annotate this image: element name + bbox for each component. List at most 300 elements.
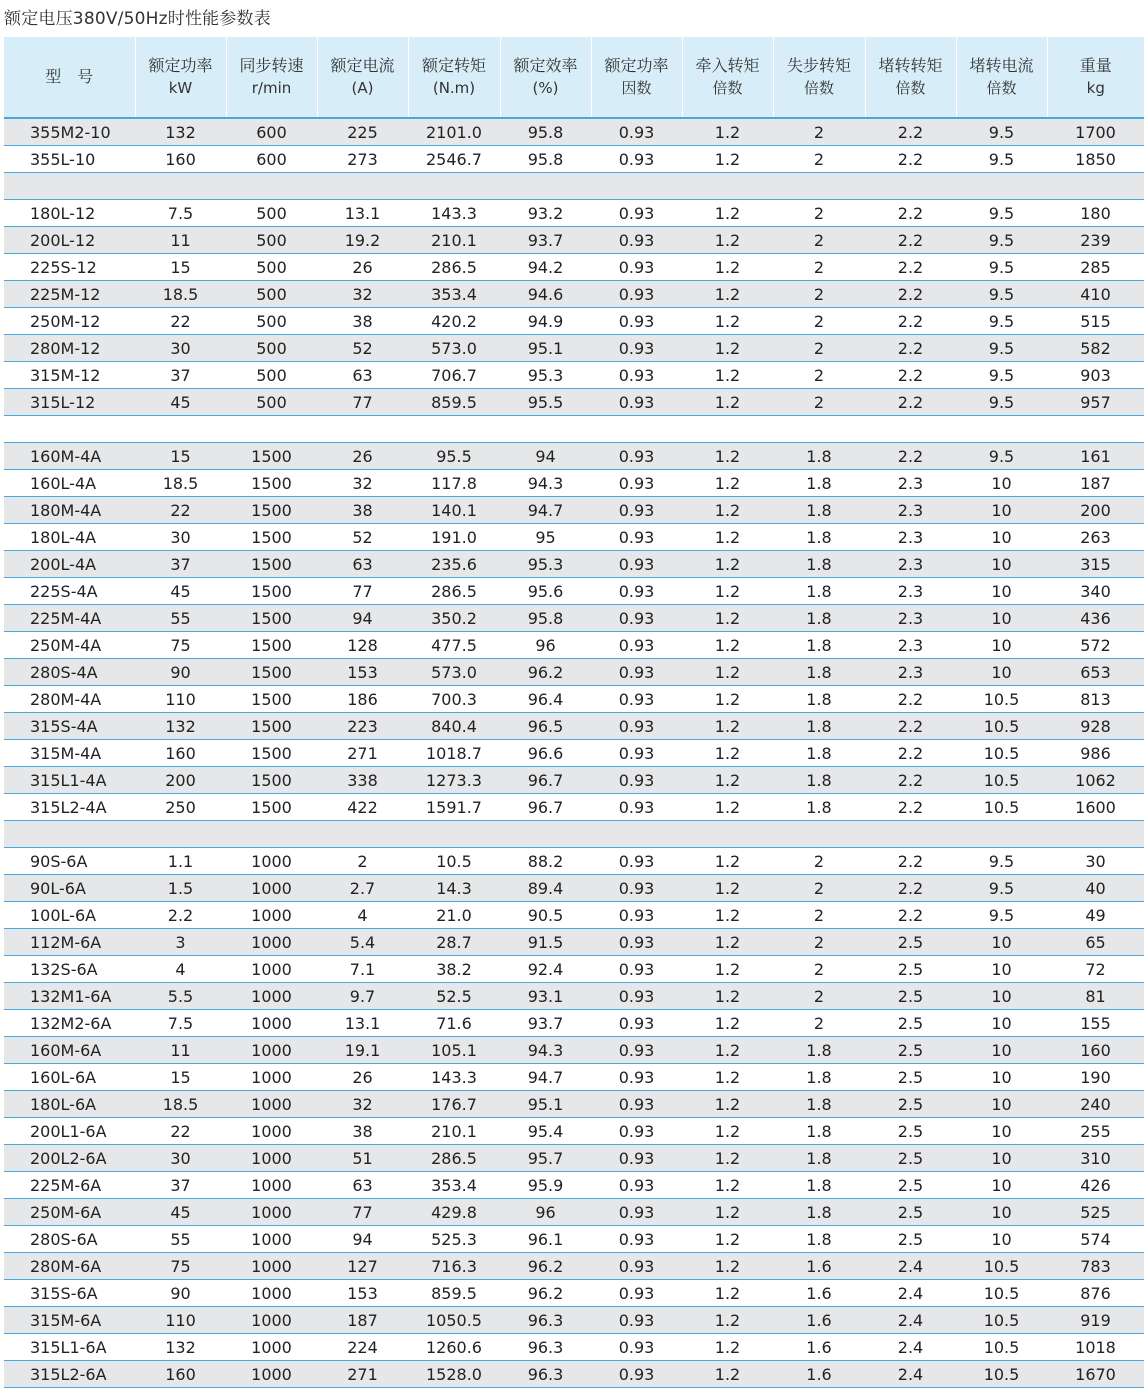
value-cell: 420.2 [408,308,500,335]
value-cell: 190 [1047,1064,1144,1091]
value-cell: 180 [1047,200,1144,227]
value-cell: 0.93 [591,1334,682,1361]
value-cell: 3 [135,929,226,956]
value-cell: 1000 [226,1091,317,1118]
value-cell: 0.93 [591,200,682,227]
page-title: 额定电压380V/50Hz时性能参数表 [4,9,271,29]
value-cell: 10 [956,578,1047,605]
value-cell: 191.0 [408,524,500,551]
value-cell: 37 [135,362,226,389]
value-cell: 1000 [226,1064,317,1091]
value-cell: 1.2 [682,470,773,497]
value-cell: 94.2 [500,254,591,281]
table-row [4,362,1144,389]
value-cell: 572 [1047,632,1144,659]
value-cell: 1000 [226,1334,317,1361]
column-header [1047,37,1144,118]
table-row [4,1280,1144,1307]
column-header-unit: (A) [351,79,374,97]
value-cell: 0.93 [591,794,682,821]
value-cell: 1500 [226,686,317,713]
model-cell: 250M-6A [4,1199,135,1226]
value-cell: 1.2 [682,902,773,929]
value-cell: 285 [1047,254,1144,281]
value-cell: 2.2 [865,875,956,902]
value-cell: 1.8 [773,443,865,470]
model-cell: 280S-6A [4,1226,135,1253]
table-row [4,875,1144,902]
value-cell: 1000 [226,956,317,983]
table-body [4,118,1144,1388]
value-cell: 96.5 [500,713,591,740]
value-cell: 239 [1047,227,1144,254]
value-cell: 30 [135,524,226,551]
column-header-label: 堵转转矩 [878,56,943,75]
value-cell: 1.5 [135,875,226,902]
column-header-label: 重量 [1079,56,1112,75]
value-cell: 500 [226,308,317,335]
value-cell: 1.2 [682,983,773,1010]
value-cell: 716.3 [408,1253,500,1280]
value-cell: 26 [317,443,408,470]
value-cell: 140.1 [408,497,500,524]
value-cell: 10 [956,929,1047,956]
value-cell: 94.3 [500,1037,591,1064]
value-cell: 2.5 [865,1091,956,1118]
value-cell: 2.3 [865,470,956,497]
table-header [4,37,1144,118]
value-cell: 1.2 [682,1280,773,1307]
value-cell: 2.2 [865,389,956,416]
table-row [4,1010,1144,1037]
value-cell: 0.93 [591,1064,682,1091]
value-cell: 224 [317,1334,408,1361]
table-row [4,632,1144,659]
value-cell: 63 [317,551,408,578]
value-cell: 10 [956,1226,1047,1253]
value-cell: 2 [773,118,865,146]
value-cell: 89.4 [500,875,591,902]
value-cell: 19.2 [317,227,408,254]
value-cell: 55 [135,1226,226,1253]
value-cell: 2 [773,200,865,227]
column-header-unit: 因数 [621,79,652,97]
model-cell: 132M1-6A [4,983,135,1010]
value-cell: 28.7 [408,929,500,956]
section-separator [4,821,1144,848]
model-cell: 315S-6A [4,1280,135,1307]
value-cell: 1000 [226,983,317,1010]
value-cell: 1500 [226,551,317,578]
value-cell: 582 [1047,335,1144,362]
table-row [4,281,1144,308]
header-row [4,37,1144,118]
value-cell: 52 [317,524,408,551]
value-cell: 573.0 [408,659,500,686]
value-cell: 9.5 [956,281,1047,308]
column-header-label: 堵转电流 [969,56,1034,75]
value-cell: 2.3 [865,551,956,578]
table-row [4,983,1144,1010]
value-cell: 255 [1047,1118,1144,1145]
value-cell: 1000 [226,1199,317,1226]
value-cell: 859.5 [408,389,500,416]
table-row [4,686,1144,713]
value-cell: 1.6 [773,1307,865,1334]
value-cell: 18.5 [135,281,226,308]
value-cell: 96.7 [500,767,591,794]
value-cell: 1.2 [682,740,773,767]
model-cell: 280M-4A [4,686,135,713]
model-cell: 225M-6A [4,1172,135,1199]
value-cell: 92.4 [500,956,591,983]
value-cell: 1.8 [773,794,865,821]
model-cell: 315L1-6A [4,1334,135,1361]
value-cell: 132 [135,713,226,740]
value-cell: 51 [317,1145,408,1172]
value-cell: 95.8 [500,118,591,146]
value-cell: 2.2 [865,902,956,929]
value-cell: 2.5 [865,1010,956,1037]
value-cell: 2 [773,362,865,389]
value-cell: 9.5 [956,308,1047,335]
value-cell: 19.1 [317,1037,408,1064]
value-cell: 315 [1047,551,1144,578]
value-cell: 310 [1047,1145,1144,1172]
value-cell: 9.5 [956,389,1047,416]
value-cell: 1.2 [682,497,773,524]
table-row [4,902,1144,929]
column-header [500,37,591,118]
value-cell: 0.93 [591,281,682,308]
value-cell: 38.2 [408,956,500,983]
section-separator [4,173,1144,200]
value-cell: 63 [317,1172,408,1199]
value-cell: 525.3 [408,1226,500,1253]
value-cell: 40 [1047,875,1144,902]
value-cell: 0.93 [591,1307,682,1334]
value-cell: 1.2 [682,632,773,659]
table-row [4,227,1144,254]
model-cell: 160M-6A [4,1037,135,1064]
value-cell: 105.1 [408,1037,500,1064]
value-cell: 1.2 [682,1361,773,1388]
value-cell: 0.93 [591,335,682,362]
table-row [4,146,1144,173]
value-cell: 1528.0 [408,1361,500,1388]
value-cell: 2.3 [865,497,956,524]
value-cell: 0.93 [591,1199,682,1226]
column-header [4,37,135,118]
value-cell: 700.3 [408,686,500,713]
value-cell: 75 [135,632,226,659]
value-cell: 1.8 [773,1064,865,1091]
value-cell: 10 [956,470,1047,497]
value-cell: 13.1 [317,200,408,227]
value-cell: 286.5 [408,254,500,281]
value-cell: 200 [135,767,226,794]
value-cell: 9.5 [956,227,1047,254]
model-cell: 200L1-6A [4,1118,135,1145]
performance-table [4,37,1144,1388]
model-cell: 250M-4A [4,632,135,659]
value-cell: 96.3 [500,1334,591,1361]
value-cell: 5.5 [135,983,226,1010]
value-cell: 1.2 [682,659,773,686]
value-cell: 93.7 [500,1010,591,1037]
value-cell: 859.5 [408,1280,500,1307]
value-cell: 187 [1047,470,1144,497]
value-cell: 55 [135,605,226,632]
value-cell: 10.5 [408,848,500,875]
value-cell: 1500 [226,740,317,767]
value-cell: 263 [1047,524,1144,551]
value-cell: 200 [1047,497,1144,524]
value-cell: 1.6 [773,1253,865,1280]
value-cell: 0.93 [591,578,682,605]
value-cell: 2 [773,308,865,335]
column-header-label: 型 号 [45,67,94,86]
table-row [4,956,1144,983]
value-cell: 10 [956,497,1047,524]
value-cell: 94 [317,605,408,632]
value-cell: 10 [956,956,1047,983]
value-cell: 0.93 [591,875,682,902]
value-cell: 1.2 [682,1334,773,1361]
column-header-label: 额定功率 [604,56,669,75]
value-cell: 1.2 [682,443,773,470]
value-cell: 95.8 [500,146,591,173]
value-cell: 2.5 [865,983,956,1010]
value-cell: 77 [317,578,408,605]
column-header [956,37,1047,118]
value-cell: 1000 [226,1253,317,1280]
value-cell: 1.2 [682,929,773,956]
value-cell: 2 [773,1010,865,1037]
value-cell: 45 [135,389,226,416]
value-cell: 10.5 [956,1334,1047,1361]
column-header [317,37,408,118]
value-cell: 95.4 [500,1118,591,1145]
value-cell: 9.5 [956,146,1047,173]
value-cell: 45 [135,1199,226,1226]
value-cell: 1500 [226,713,317,740]
model-cell: 90S-6A [4,848,135,875]
value-cell: 2.2 [865,308,956,335]
value-cell: 574 [1047,1226,1144,1253]
value-cell: 96.7 [500,794,591,821]
value-cell: 143.3 [408,200,500,227]
table-row [4,1118,1144,1145]
value-cell: 0.93 [591,659,682,686]
value-cell: 13.1 [317,1010,408,1037]
value-cell: 187 [317,1307,408,1334]
table-row [4,551,1144,578]
value-cell: 2.5 [865,929,956,956]
value-cell: 2 [773,875,865,902]
value-cell: 2 [773,146,865,173]
value-cell: 1.2 [682,551,773,578]
value-cell: 1500 [226,497,317,524]
value-cell: 2 [773,254,865,281]
value-cell: 10 [956,659,1047,686]
value-cell: 2.2 [135,902,226,929]
value-cell: 94.6 [500,281,591,308]
value-cell: 160 [135,1361,226,1388]
value-cell: 2.5 [865,1064,956,1091]
table-row [4,713,1144,740]
value-cell: 1000 [226,1226,317,1253]
value-cell: 1062 [1047,767,1144,794]
value-cell: 2 [773,227,865,254]
value-cell: 1000 [226,929,317,956]
value-cell: 1.2 [682,605,773,632]
value-cell: 1500 [226,524,317,551]
value-cell: 10 [956,1172,1047,1199]
value-cell: 72 [1047,956,1144,983]
value-cell: 52.5 [408,983,500,1010]
table-row [4,308,1144,335]
value-cell: 95.8 [500,605,591,632]
value-cell: 250 [135,794,226,821]
value-cell: 1.8 [773,767,865,794]
value-cell: 1850 [1047,146,1144,173]
value-cell: 96.2 [500,1280,591,1307]
value-cell: 11 [135,227,226,254]
value-cell: 1000 [226,902,317,929]
value-cell: 210.1 [408,1118,500,1145]
value-cell: 500 [226,281,317,308]
value-cell: 0.93 [591,146,682,173]
value-cell: 0.93 [591,497,682,524]
value-cell: 2.4 [865,1307,956,1334]
column-header [226,37,317,118]
value-cell: 65 [1047,929,1144,956]
value-cell: 422 [317,794,408,821]
table-row [4,767,1144,794]
value-cell: 0.93 [591,1361,682,1388]
value-cell: 1.2 [682,794,773,821]
value-cell: 1500 [226,659,317,686]
value-cell: 45 [135,578,226,605]
value-cell: 350.2 [408,605,500,632]
value-cell: 1000 [226,848,317,875]
value-cell: 49 [1047,902,1144,929]
value-cell: 0.93 [591,1172,682,1199]
value-cell: 11 [135,1037,226,1064]
model-cell: 90L-6A [4,875,135,902]
value-cell: 26 [317,1064,408,1091]
value-cell: 353.4 [408,281,500,308]
value-cell: 1.2 [682,1226,773,1253]
value-cell: 1.2 [682,254,773,281]
model-cell: 180M-4A [4,497,135,524]
model-cell: 180L-12 [4,200,135,227]
value-cell: 132 [135,118,226,146]
value-cell: 1.2 [682,389,773,416]
model-cell: 315L2-4A [4,794,135,821]
column-header-label: 额定功率 [148,56,213,75]
value-cell: 1.2 [682,713,773,740]
value-cell: 0.93 [591,1226,682,1253]
model-cell: 315L1-4A [4,767,135,794]
value-cell: 1000 [226,1172,317,1199]
value-cell: 353.4 [408,1172,500,1199]
value-cell: 30 [1047,848,1144,875]
value-cell: 0.93 [591,524,682,551]
value-cell: 2.5 [865,1226,956,1253]
value-cell: 240 [1047,1091,1144,1118]
value-cell: 1500 [226,794,317,821]
model-cell: 280M-6A [4,1253,135,1280]
value-cell: 2.2 [865,794,956,821]
value-cell: 2 [773,902,865,929]
value-cell: 500 [226,389,317,416]
value-cell: 525 [1047,1199,1144,1226]
value-cell: 1.6 [773,1334,865,1361]
value-cell: 2.2 [865,767,956,794]
value-cell: 96.2 [500,1253,591,1280]
value-cell: 1670 [1047,1361,1144,1388]
value-cell: 10.5 [956,686,1047,713]
value-cell: 96.3 [500,1307,591,1334]
value-cell: 273 [317,146,408,173]
table-row [4,1253,1144,1280]
model-cell: 180L-4A [4,524,135,551]
table-row [4,605,1144,632]
value-cell: 22 [135,1118,226,1145]
value-cell: 95.1 [500,1091,591,1118]
column-header [865,37,956,118]
value-cell: 1.2 [682,686,773,713]
value-cell: 128 [317,632,408,659]
value-cell: 38 [317,1118,408,1145]
value-cell: 1.8 [773,470,865,497]
table-row [4,1361,1144,1388]
value-cell: 127 [317,1253,408,1280]
value-cell: 2.2 [865,335,956,362]
value-cell: 96.2 [500,659,591,686]
value-cell: 77 [317,1199,408,1226]
table-row [4,1307,1144,1334]
value-cell: 9.5 [956,335,1047,362]
value-cell: 2.3 [865,524,956,551]
value-cell: 2 [773,956,865,983]
table-row [4,1091,1144,1118]
value-cell: 71.6 [408,1010,500,1037]
value-cell: 153 [317,1280,408,1307]
value-cell: 340 [1047,578,1144,605]
value-cell: 10 [956,1064,1047,1091]
model-cell: 132M2-6A [4,1010,135,1037]
value-cell: 2.2 [865,740,956,767]
value-cell: 88.2 [500,848,591,875]
value-cell: 7.1 [317,956,408,983]
value-cell: 132 [135,1334,226,1361]
value-cell: 1.8 [773,1145,865,1172]
value-cell: 4 [317,902,408,929]
value-cell: 153 [317,659,408,686]
value-cell: 957 [1047,389,1144,416]
value-cell: 1.8 [773,1199,865,1226]
model-cell: 160L-4A [4,470,135,497]
value-cell: 1.2 [682,875,773,902]
value-cell: 96.4 [500,686,591,713]
value-cell: 94 [317,1226,408,1253]
value-cell: 90 [135,659,226,686]
value-cell: 1000 [226,1118,317,1145]
value-cell: 95.5 [408,443,500,470]
